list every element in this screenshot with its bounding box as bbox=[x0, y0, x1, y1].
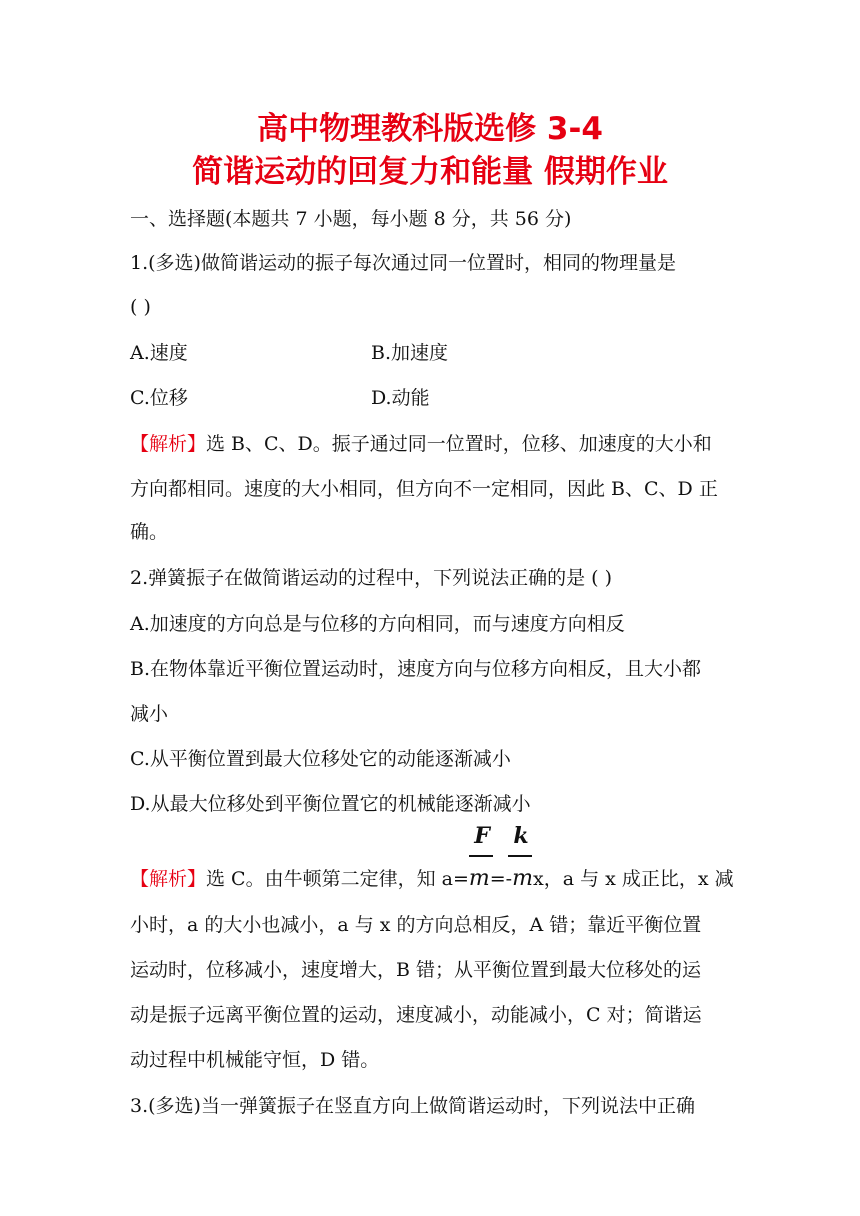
q2-stem: 2.弹簧振子在做简谐运动的过程中，下列说法正确的是 ( ) bbox=[130, 567, 613, 589]
q1-analysis-line-1 bbox=[130, 431, 712, 457]
q2-analysis-line-1 bbox=[130, 866, 734, 892]
section-heading: 一、选择题(本题共 7 小题，每小题 8 分，共 56 分) bbox=[130, 208, 572, 230]
q1-answer-blank: ( ) bbox=[130, 296, 151, 318]
analysis-label: 【解析】 bbox=[130, 868, 207, 890]
q1-option-d: D.动能 bbox=[371, 387, 430, 409]
q2-analysis-text-1a: 选 C。由牛顿第二定律，知 a= bbox=[206, 868, 469, 890]
q1-option-a: A.速度 bbox=[130, 342, 188, 364]
formula-denominator-m-2: m bbox=[512, 866, 533, 891]
q1-option-b: B.加速度 bbox=[371, 342, 449, 364]
document-title: 高中物理教科版选修 3-4 bbox=[257, 111, 603, 147]
q3-stem: 3.(多选)当一弹簧振子在竖直方向上做简谐运动时，下列说法中正确 bbox=[130, 1095, 695, 1117]
q1-analysis-line-3: 确。 bbox=[130, 521, 169, 543]
q2-analysis-line-4: 动是振子远离平衡位置的运动，速度减小，动能减小，C 对；简谐运 bbox=[130, 1004, 702, 1026]
formula-numerator-k: k bbox=[513, 823, 529, 849]
q2-option-a: A.加速度的方向总是与位移的方向相同，而与速度方向相反 bbox=[130, 613, 625, 635]
formula-denominator-m-1: m bbox=[468, 866, 490, 891]
fraction-bar-2 bbox=[508, 855, 532, 857]
q2-option-b-line-1: B.在物体靠近平衡位置运动时，速度方向与位移方向相反，且大小都 bbox=[130, 658, 702, 680]
q2-analysis-line-5: 动过程中机械能守恒，D 错。 bbox=[130, 1049, 380, 1071]
q1-analysis-text-1: 选 B、C、D。振子通过同一位置时，位移、加速度的大小和 bbox=[206, 433, 712, 455]
q2-analysis-text-1b: =- bbox=[489, 868, 513, 890]
q1-analysis-line-2: 方向都相同。速度的大小相同，但方向不一定相同，因此 B、C、D 正 bbox=[130, 478, 718, 500]
q2-option-c: C.从平衡位置到最大位移处它的动能逐渐减小 bbox=[130, 748, 511, 770]
q2-option-d: D.从最大位移处到平衡位置它的机械能逐渐减小 bbox=[130, 793, 531, 815]
q2-option-b-line-2: 减小 bbox=[130, 703, 169, 725]
fraction-bar-1 bbox=[469, 855, 493, 857]
document-subtitle: 简谐运动的回复力和能量 假期作业 bbox=[192, 154, 668, 190]
q2-analysis-text-1c: x，a 与 x 成正比，x 减 bbox=[532, 868, 734, 890]
q2-analysis-line-2: 小时，a 的大小也减小，a 与 x 的方向总相反，A 错；靠近平衡位置 bbox=[130, 914, 702, 936]
q1-stem: 1.(多选)做简谐运动的振子每次通过同一位置时，相同的物理量是 bbox=[130, 252, 676, 274]
q2-analysis-line-3: 运动时，位移减小，速度增大，B 错；从平衡位置到最大位移处的运 bbox=[130, 959, 702, 981]
analysis-label: 【解析】 bbox=[130, 433, 207, 455]
formula-numerator-f: F bbox=[474, 823, 490, 849]
q1-option-c: C.位移 bbox=[130, 387, 188, 409]
